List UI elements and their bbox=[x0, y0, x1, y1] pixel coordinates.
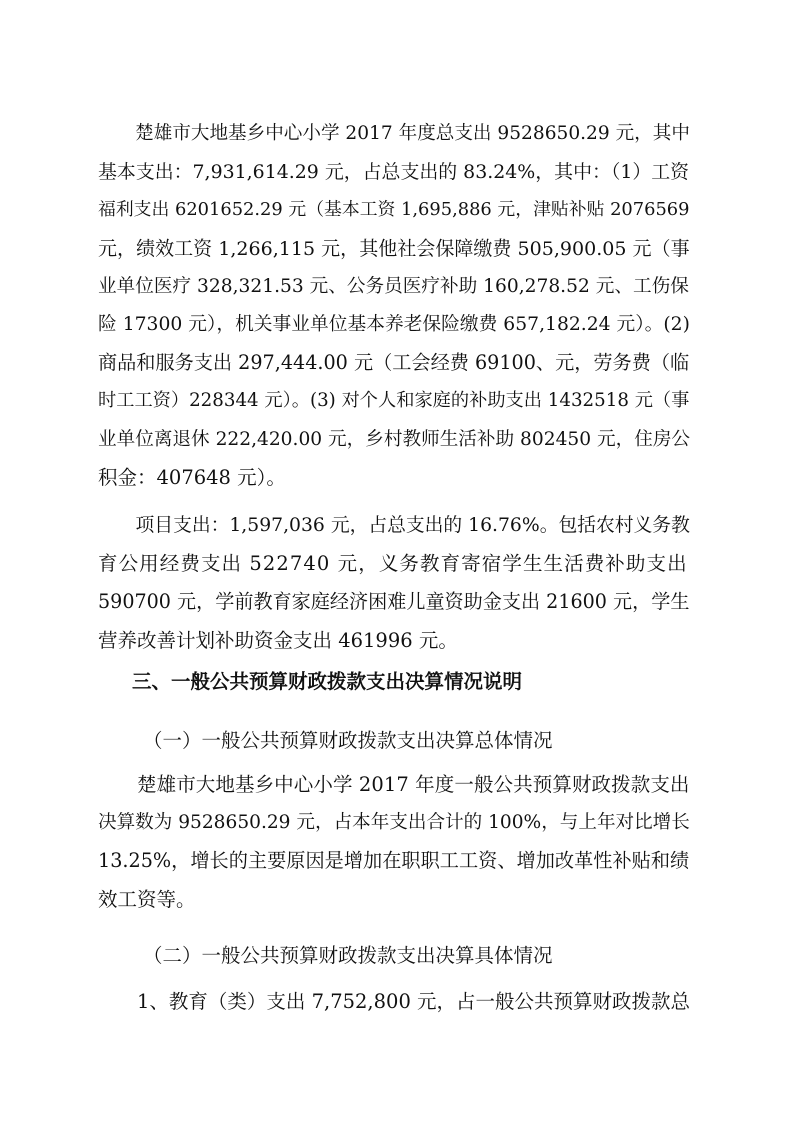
text-line: 业单位离退休 222,420.00 元，乡村教师生活补助 802450 元，住房公 bbox=[98, 428, 691, 450]
text-line: 险 17300 元），机关事业单位基本养老保险缴费 657,182.24 元）。(2) bbox=[98, 314, 690, 336]
subsection-heading: （一）一般公共预算财政拨款支出决算总体情况 bbox=[143, 729, 553, 752]
text-line: 项目支出：1,597,036 元，占总支出的 16.76%。包括农村义务教 bbox=[135, 515, 690, 536]
paragraph-education-expenditure bbox=[98, 983, 690, 1021]
text-line: 590700 元，学前教育家庭经济困难儿童资助金支出 21600 元，学生 bbox=[98, 590, 690, 614]
text-line: 1、教育（类）支出 7,752,800 元，占一般公共预算财政拨款总 bbox=[137, 990, 691, 1013]
text-line: 营养改善计划补助资金支出 461996 元。 bbox=[98, 628, 458, 652]
text-line: 决算数为 9528650.29 元，占本年支出合计的 100%，与上年对比增长 bbox=[98, 812, 690, 834]
subsection-heading: （二）一般公共预算财政拨款支出决算具体情况 bbox=[143, 944, 553, 967]
text-line: 积金：407648 元）。 bbox=[98, 465, 286, 489]
text-line: 楚雄市大地基乡中心小学 2017 年度一般公共预算财政拨款支出 bbox=[137, 773, 690, 796]
text-line: 楚雄市大地基乡中心小学 2017 年度总支出 9528650.29 元，其中 bbox=[135, 123, 690, 144]
paragraph-project-expenditure bbox=[98, 507, 690, 660]
text-line: 13.25%，增长的主要原因是增加在职职工工资、增加改革性补贴和绩 bbox=[98, 849, 690, 873]
paragraph-basic-expenditure bbox=[98, 115, 690, 497]
text-line: 育公用经费支出 522740 元，义务教育寄宿学生生活费补助支出 bbox=[98, 552, 688, 576]
text-line: 元，绩效工资 1,266,115 元，其他社会保障缴费 505,900.05 元（事 bbox=[98, 237, 690, 260]
text-line: 业单位医疗 328,321.53 元、公务员医疗补助 160,278.52 元、工伤保 bbox=[98, 275, 689, 297]
section-heading: 三、一般公共预算财政拨款支出决算情况说明 bbox=[132, 670, 523, 693]
text-line: 基本支出：7,931,614.29 元，占总支出的 83.24%，其中：（1）工资 bbox=[98, 161, 690, 184]
text-line: 福利支出 6201652.29 元（基本工资 1,695,886 元，津贴补贴 2076569 bbox=[98, 199, 690, 221]
text-line: 商品和服务支出 297,444.00 元（工会经费 69100、元，劳务费（临 bbox=[98, 351, 690, 375]
text-line: 效工资等。 bbox=[98, 887, 196, 911]
text-line: 时工工资）228344 元）。(3) 对个人和家庭的补助支出 1432518 元（事 bbox=[98, 390, 690, 412]
paragraph-overall-situation bbox=[98, 766, 690, 919]
